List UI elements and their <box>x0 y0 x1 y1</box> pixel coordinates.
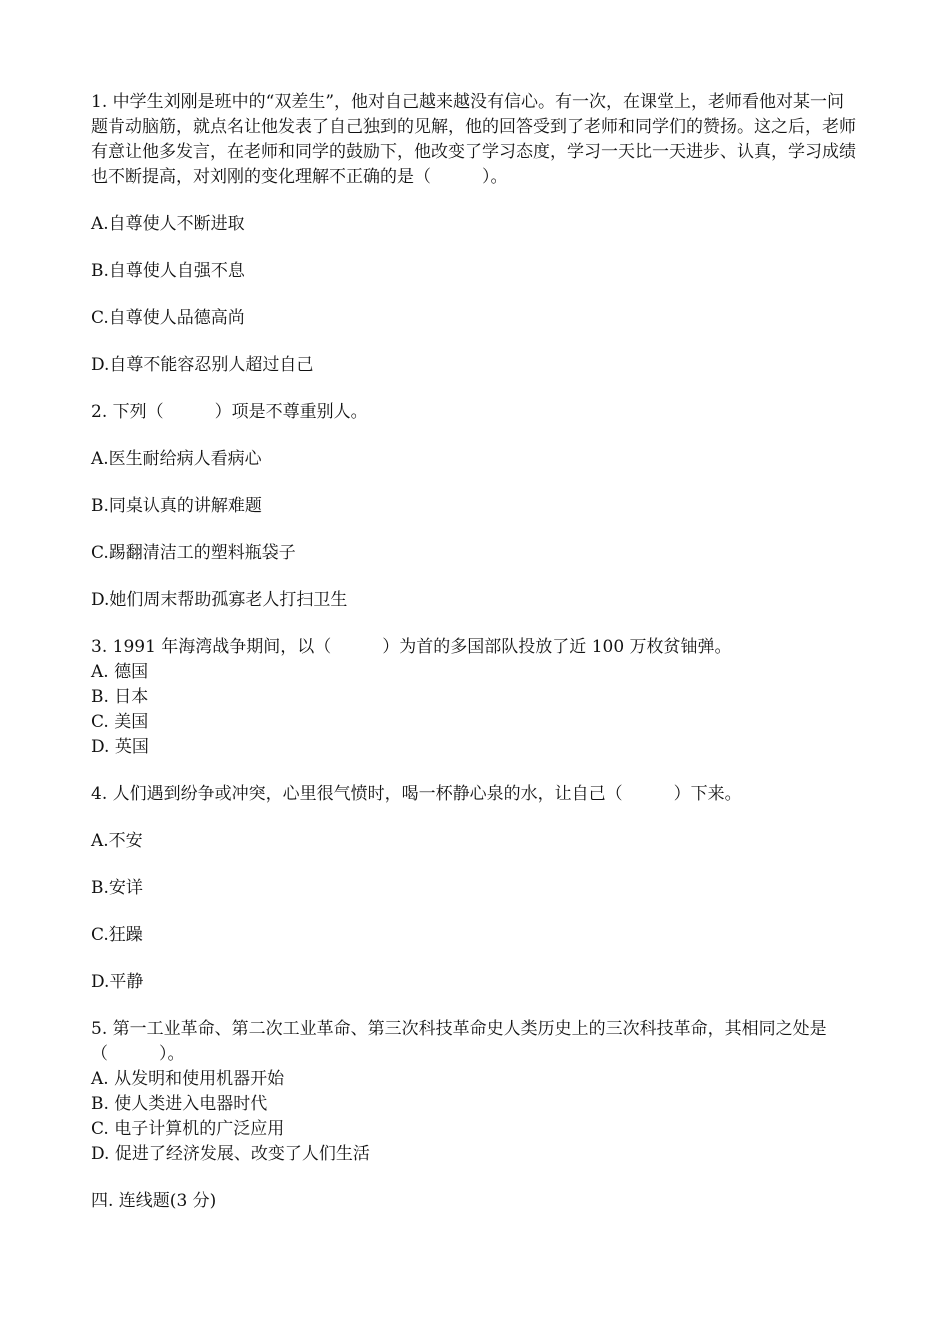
option-a: A.自尊使人不断进取 <box>91 214 245 234</box>
option-c: C. 美国 <box>91 712 149 732</box>
question-stem: 2. 下列（ ）项是不尊重别人。 <box>91 402 368 422</box>
question-stem: 1. 中学生刘刚是班中的“双差生”，他对自己越来越没有信心。有一次，在课堂上，老师看他对某一问题肯动脑筋，就点名让他发表了自己独到的见解，他的回答受到了老师和同学们的赞扬。这之后，老师有意让他多发言，在老师和同学的鼓励下，他改变了学习态度，学习一天比一天进步、认真，学习成绩也不断提高，对刘刚的变化理解不正确的是（ ）。 <box>91 92 856 187</box>
option-b: B.同桌认真的讲解难题 <box>91 496 262 516</box>
option-a: A. 从发明和使用机器开始 <box>91 1069 285 1089</box>
option-a: A. 德国 <box>91 662 149 682</box>
option-c: C. 电子计算机的广泛应用 <box>91 1119 285 1139</box>
option-d: D. 英国 <box>91 737 149 757</box>
question-stem: 4. 人们遇到纷争或冲突，心里很气愤时，喝一杯静心泉的水，让自己（ ）下来。 <box>91 784 742 804</box>
option-b: B. 日本 <box>91 687 149 707</box>
option-b: B.自尊使人自强不息 <box>91 261 245 281</box>
question-5 <box>91 1017 859 1167</box>
question-1 <box>91 90 859 378</box>
option-d: D.她们周末帮助孤寡老人打扫卫生 <box>91 590 348 610</box>
question-4 <box>91 782 859 995</box>
option-a: A.不安 <box>91 831 143 851</box>
option-b: B. 使人类进入电器时代 <box>91 1094 268 1114</box>
question-3 <box>91 635 859 760</box>
option-d: D. 促进了经济发展、改变了人们生活 <box>91 1144 370 1164</box>
option-c: C.踢翻清洁工的塑料瓶袋子 <box>91 543 296 563</box>
option-d: D.平静 <box>91 972 144 992</box>
option-a: A.医生耐给病人看病心 <box>91 449 262 469</box>
question-stem: 3. 1991 年海湾战争期间，以（ ）为首的多国部队投放了近 100 万枚贫铀弹。 <box>91 637 732 657</box>
question-2 <box>91 400 859 613</box>
question-stem: 5. 第一工业革命、第二次工业革命、第三次科技革命史人类历史上的三次科技革命，其相同之处是（ ）。 <box>91 1019 827 1064</box>
option-c: C.自尊使人品德高尚 <box>91 308 245 328</box>
section-title: 四. 连线题(3 分) <box>91 1191 217 1211</box>
option-c: C.狂躁 <box>91 925 143 945</box>
option-b: B.安详 <box>91 878 143 898</box>
option-d: D.自尊不能容忍别人超过自己 <box>91 355 314 375</box>
document-page <box>91 90 859 1214</box>
